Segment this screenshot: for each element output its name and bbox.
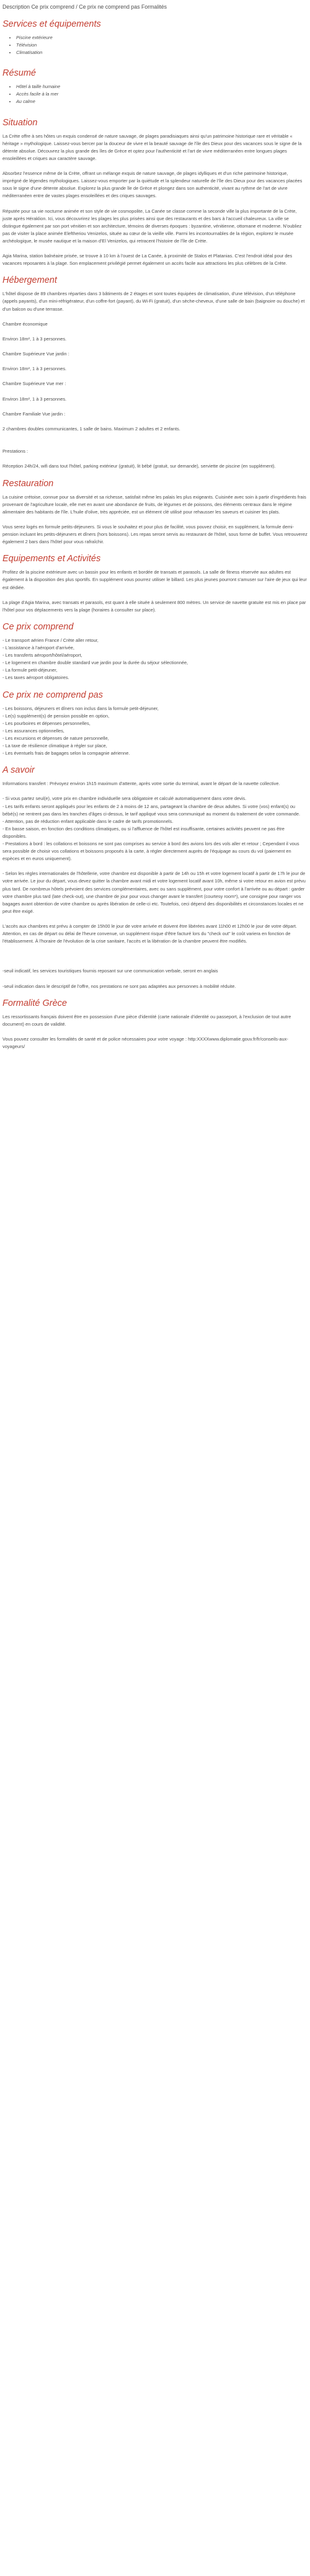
room-size: Environ 18m², 1 à 3 personnes.	[2, 366, 67, 372]
tab-bar	[2, 3, 308, 11]
section-formalite	[2, 998, 308, 1050]
prestations-text: Réception 24h/24, wifi dans tout l'hôtel, parking extérieur (gratuit), lit bébé (gratuit, sur demande), serviette de piscine (en supplément).	[2, 463, 276, 469]
list-item: - Les taxes aéroport obligatoires.	[2, 675, 69, 681]
paragraph: Informations transfert : Prévoyez environ 1h15 maximum d'attente, après votre sortie du terminal, avant le départ de la navette collective.	[2, 781, 280, 787]
paragraph: Agia Marina, station balnéaire prisée, se trouve à 10 km à l'ouest de La Canée, à proximité de Stalos et Platanias. C'est l'endroit idéal pour des vacances reposantes à la plage. Son emplacement privilégié permet également un accès facile aux attractions les plus célèbres de la Crète.	[2, 253, 293, 267]
section-services	[2, 19, 308, 56]
paragraph: Réputée pour sa vie nocturne animée et son style de vie cosmopolite, La Canée se classe comme la seconde ville la plus importante de la Crète, juste après Héraklion. Ici, vous découvrirez les plages les plus prisées ainsi que des restaurants et des bars à l'accueil chaleureux. La ville se distingue également par son port vénitien et son architecture, témoins de diverses époques : byzantine, vénitienne, ottomane et moderne. N'oubliez pas de visiter la place animée Eleftheriou Venizelos, située au cœur de la vieille ville. Parmi les incontournables de la région, explorez le musée archéologique, le musée nautique et la maison d'El Venizelos, qui retracent l'histoire de l'île de Crète.	[2, 208, 302, 244]
list-item: - Les éventuels frais de bagages selon la compagnie aérienne.	[2, 750, 130, 757]
paragraph: - Selon les règles internationales de l'hôtellerie, votre chambre est disponible à partir de 14h ou 15h et votre logement locatif à partir de 17h le jour de votre arrivée. Le jour du départ, vous devez quitter la chambre avant midi et votre logement locatif avant 10h, même si votre retour en avion est prévu plus tard. De nombreux hôtels prévoient des services complémentaires, avec ou sans supplément, pour votre confort à l'arrivée ou au départ : garder votre chambre plus tard (late check-out), une chambre de jour pour vous changer avant le transfert (courtesy room*), une consigne pour ranger vos bagages avant obtention de votre chambre ou après libération de celle-ci etc. Toutefois, ceci dépend des disponibilités et circonstances locales et ne peut être exigé.	[2, 871, 306, 914]
paragraph: L'accès aux chambres est prévu à compter de 15h00 le jour de votre arrivée et doivent être libérées avant 11h00 et 12h00 le jour de votre départ. Attention, en cas de départ ou délai de l'heure convenue, un supplément risque d'être facturé lors du "check out" le coût variera en fonction de l'établissement. À l'horaire de l'évolution de la crise sanitaire, l'accès et la libération de la chambre peuvent être modifiés.	[2, 923, 297, 944]
section-equipements	[2, 553, 308, 614]
paragraph: La Crète offre à ses hôtes un exquis condensé de nature sauvage, de plages paradisiaques ainsi qu'un patrimoine historique rare et véritable « héritage » mythologique. Laissez-vous bercer par la douceur de vivre et la beauté sauvage de l'île des Dieux pour des vacances sous le signe de la détente absolue. Découvrez la plus grande des îles de Grèce et optez pour l'authenticité et l'art de vivre méditerranéen entre longues plages ensoleillées et criques aux caractère sauvage.	[2, 133, 302, 161]
tab-description[interactable]: Description Ce prix comprend	[2, 4, 74, 10]
list-item: - La taxe de résilience climatique à régler sur place,	[2, 743, 107, 749]
section-situation	[2, 117, 308, 268]
room-type: Chambre Supérieure Vue jardin :	[2, 351, 69, 357]
list-item: - Le(s) supplément(s) de pension possible en option,	[2, 713, 110, 719]
room-size: Environ 18m², 1 à 3 personnes.	[2, 396, 67, 402]
list-item: - Les pourboires et dépenses personnelles,	[2, 720, 91, 726]
section-title-resume: Résumé	[2, 68, 36, 79]
tab-not-included[interactable]: Ce prix ne comprend pas Formalités	[79, 4, 167, 10]
room-type: Chambre économique	[2, 321, 48, 327]
paragraph: Les ressortissants français doivent être en possession d'une pièce d'identité (carte nationale d'identité ou passeport, à l'exclusion de tout autre document) en cours de validité.	[2, 1013, 291, 1027]
list-item: • Piscine extérieure	[16, 34, 308, 42]
list-item: • Au calme	[16, 98, 308, 105]
list-item: • Hôtel à taille humaine	[16, 83, 308, 91]
list-item: • Climatisation	[16, 49, 308, 56]
paragraph: Profitez de la piscine extérieure avec un bassin pour les enfants et bordée de transats et parasols. La salle de fitness réservée aux adultes est également à la disposition des plus sportifs. En supplément vous pourrez utiliser le billard. Les plus jeunes pourront s'amuser sur l'aire de jeux qui leur est dédiée.	[2, 569, 307, 590]
room-type: Chambre Familiale Vue jardin :	[2, 411, 66, 417]
room-type: Chambre Supérieure Vue mer :	[2, 381, 66, 387]
list-item: - Le transport aérien France / Crète aller retour,	[2, 637, 99, 643]
paragraph: Vous serez logés en formule petits-déjeuners. Si vous le souhaitez et pour plus de facilité, vous pouvez choisir, en supplément, la formule demi-pension incluant les petits-déjeuners et dîners (hors boissons). Les repas seront servis au restaurant de l'hôtel, sous forme de buffet. Vous retrouverez également 2 bars dans l'hôtel pour vous rafraîchir.	[2, 523, 308, 545]
section-savoir	[2, 765, 308, 990]
list-item: - Les assurances optionnelles,	[2, 727, 64, 734]
section-hebergement	[2, 275, 308, 470]
paragraph: Vous pouvez consulter les formalités de santé et de police nécessaires pour votre voyage : http:XXXXwww.diplomatie.gouv.fr/fr/conseils-aux-voyageurs/	[2, 1036, 288, 1050]
list-item: - Les transferts aéroport/hôtel/aéroport,	[2, 652, 82, 659]
section-title-ne-comprend: Ce prix ne comprend pas	[2, 690, 103, 700]
list-item: - La formule petit-déjeuner,	[2, 667, 58, 673]
section-title-comprend: Ce prix comprend	[2, 622, 74, 632]
tab-separator: /	[76, 4, 78, 10]
section-restauration	[2, 478, 308, 546]
section-comprend	[2, 621, 308, 682]
resume-list	[2, 83, 308, 105]
list-item: - Les excursions et dépenses de nature personnelle,	[2, 735, 109, 741]
paragraph: -seuil indicatif, les services touristiques fournis reposant sur une communication verbale, seront en anglais	[2, 968, 218, 974]
section-title-services: Services et équipements	[2, 19, 101, 29]
section-ne-comprend	[2, 690, 308, 758]
paragraph: L'hôtel dispose de 89 chambres réparties dans 3 bâtiments de 2 étages et sont toutes équipées de climatisation, d'une télévision, d'un téléphone (appels payants), d'un mini-réfrigérateur, d'un coffre-fort (payant), du Wi-Fi (gratuit), d'un sèche-cheveux, d'une salle de bain (baignoire ou douche) et d'un balcon ou d'une terrasse.	[2, 291, 305, 312]
page	[0, 0, 310, 1060]
section-resume	[2, 68, 308, 105]
services-list	[2, 34, 308, 56]
section-title-equipements: Equipements et Activités	[2, 554, 101, 564]
paragraph: La cuisine crétoise, connue pour sa diversité et sa richesse, satisfait même les palais les plus exigeants. Cuisinée avec soin à partir d'ingrédients frais provenant de l'agriculture locale, elle met en avant une abondance de fruits, de légumes et de poissons, des éléments centraux dans le régime alimentaire des habitants de l'île. L'huile d'olive, très appréciée, est un élément clé utilisé pour rehausser les saveurs et cuisiner les plats.	[2, 494, 306, 515]
paragraph: La plage d'Agia Marina, avec transats et parasols, est quant à elle située à seulement 800 mètres. Un service de navette gratuite est mis en place par l'hôtel pour vos déplacements vers la plage (horaires à consulter sur place).	[2, 599, 306, 613]
section-title-situation: Situation	[2, 117, 38, 128]
room-size: Environ 18m², 1 à 3 personnes.	[2, 335, 67, 342]
list-item: - Les boissons, déjeuners et dîners non inclus dans la formule petit-déjeuner,	[2, 705, 159, 711]
list-item: • Télévision	[16, 42, 308, 49]
paragraph: Absorbez l'essence même de la Crète, offrant un mélange exquis de nature sauvage, de plages idylliques et d'un riche patrimoine historique, imprégné de légendes mythologiques. Laissez-vous emporter par la quiétude et la splendeur naturelle de l'île des Dieux pour des vacances placées sous le signe d'une détente absolue. Explorez la plus grande île de Grèce et plongez dans son authenticité, vivant au rythme de l'art de vivre méditerranéen entre de vastes plages ensoleillées et des criques sauvages.	[2, 171, 303, 199]
list-item: • Accès facile à la mer	[16, 91, 308, 98]
room-size: 2 chambres doubles communicantes, 1 salle de bains. Maximum 2 adultes et 2 enfants.	[2, 426, 180, 432]
prestations-label: Prestations :	[2, 448, 29, 455]
section-title-restauration: Restauration	[2, 478, 54, 489]
paragraph: -seuil indication dans le descriptif de l'offre, nos prestations ne sont pas adaptées aux personnes à mobilité réduite.	[2, 983, 236, 989]
list-item: - L'assistance à l'aéroport d'arrivée,	[2, 645, 74, 651]
section-title-savoir: A savoir	[2, 765, 35, 776]
paragraph: - Si vous partez seul(e), votre prix en chambre individuelle sera obligatoire et calculé automatiquement dans votre devis. - Les tarifs enfants seront appliqués pour les enfants de 2 à moins de 12 ans, partageant la chambre de deux adultes. Si votre (vos) enfant(s) ou bébé(s) ne rentrent pas dans les tranches d'âges ci-dessus, le tarif appliqué vous sera communiqué au moment du traitement de votre commande. - Attention, pas de réduction enfant applicable dans le cadre de tarifs promotionnels. - En basse saison, en fonction des conditions climatiques, ou si l'affluence de l'hôtel est insuffisante, certaines activités peuvent ne pas être disponibles. - Prestations à bord : les collations et boissons ne sont pas comprises au service à bord des avions lors des vols aller et retour ; Cependant il vous sera possible de choisir vos collations et boissons proposés à la carte, à régler directement auprès de l'équipage au cours du vol (paiement en espèces et en euros uniquement).	[2, 796, 301, 862]
list-item: - Le logement en chambre double standard vue jardin pour la durée du séjour sélectionnée,	[2, 660, 188, 666]
section-title-hebergement: Hébergement	[2, 275, 57, 286]
section-title-formalite: Formalité Grèce	[2, 998, 67, 1008]
